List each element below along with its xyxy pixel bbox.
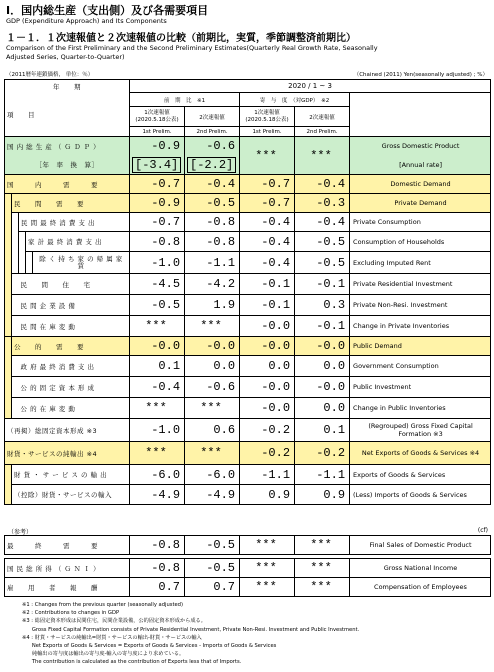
first-prelim-value: -0.4 xyxy=(130,377,185,398)
page-title-en: GDP (Expenditure Approach) and Its Components xyxy=(6,17,167,25)
contrib-first-value: -0.7 xyxy=(240,194,295,213)
row-label-en: (Less) Imports of Goods & Services xyxy=(350,485,491,505)
row-label-en: Gross Domestic Product xyxy=(350,137,491,156)
row-label: 国 民 総 所 得 （ Ｇ Ｎ Ｉ ） xyxy=(5,559,130,578)
row-label-en: Excluding Imputed Rent xyxy=(350,252,491,274)
second-prelim-value: -4.2 xyxy=(185,274,240,295)
contrib-second-value: -0.3 xyxy=(295,194,350,213)
table-row xyxy=(5,274,491,295)
contrib-first-value: -0.4 xyxy=(240,252,295,274)
row-label: 最 終 需 要 xyxy=(5,536,130,555)
row-label-en: Final Sales of Domestic Product xyxy=(350,536,491,555)
row-label: 民 間 在 庫 変 動 xyxy=(19,316,130,337)
table-row xyxy=(5,356,491,377)
contrib-first-value: -0.1 xyxy=(240,295,295,316)
second-prelim-value: -0.5 xyxy=(185,559,240,578)
contrib-first-value: -0.0 xyxy=(240,337,295,356)
indent-cell xyxy=(19,232,26,252)
table-row xyxy=(5,337,491,356)
indent-cell xyxy=(5,398,12,419)
table-row xyxy=(5,442,491,465)
contrib-first-value: *** xyxy=(240,578,295,597)
indent-cell xyxy=(12,377,19,398)
header-second-en: 2nd Prelim. xyxy=(185,127,240,137)
row-label-en: Domestic Demand xyxy=(350,175,491,194)
footnote: ※4 : 財貨・サービスの純輸出=財貨・サービスの輸出-財貨・サービスの輸入 xyxy=(22,634,202,641)
section-title: １－１．１次速報値と２次速報値の比較（前期比，実質，季節調整済前期比） xyxy=(6,33,356,44)
indent-cell xyxy=(12,356,19,377)
contrib-second-value: *** xyxy=(295,137,350,175)
indent-cell xyxy=(5,337,12,356)
second-prelim-value: -0.8 xyxy=(185,213,240,232)
row-label-en: Private Consumption xyxy=(350,213,491,232)
second-prelim-value: -6.0 xyxy=(185,465,240,485)
header-first-jp: 1次速報値 (2020.5.18公表) xyxy=(130,107,185,127)
first-prelim-value: -0.5 xyxy=(130,295,185,316)
indent-cell xyxy=(5,485,12,505)
row-label-en: Net Exports of Goods & Services ※4 xyxy=(350,442,491,465)
row-label: 民 間 最 終 消 費 支 出 xyxy=(19,213,130,232)
row-label: 民 間 需 要 xyxy=(12,194,130,213)
table-row xyxy=(5,213,491,232)
header-first-jp-2: 1次速報値 (2020.5.18公表) xyxy=(240,107,295,127)
contrib-second-value: *** xyxy=(295,559,350,578)
indent-cell xyxy=(5,377,12,398)
first-prelim-value: -0.8 xyxy=(130,536,185,555)
contrib-first-value: -0.4 xyxy=(240,213,295,232)
contrib-first-value: -0.4 xyxy=(240,232,295,252)
header-second-en-2: 2nd Prelim. xyxy=(295,127,350,137)
contrib-second-value: -0.5 xyxy=(295,232,350,252)
footnote: The contribution is calculated as the contribution of Exports less that of Imports. xyxy=(22,659,242,666)
header-second-jp-2: 2次速報値 xyxy=(295,107,350,127)
table-row xyxy=(5,232,491,252)
row-label: 財貨・サービスの純輸出 ※4 xyxy=(5,442,130,465)
row-label: 雇 用 者 報 酬 xyxy=(5,578,130,597)
contrib-first-value: -1.1 xyxy=(240,465,295,485)
section-title-en-line1: Comparison of the First Preliminary and the Second Preliminary Estimates(Quarterly Real Growth Rate, Seasonally xyxy=(6,44,378,52)
row-label-en: Consumption of Households xyxy=(350,232,491,252)
row-label: 家 計 最 終 消 費 支 出 xyxy=(26,232,130,252)
row-label-en: [Annual rate] xyxy=(350,156,491,175)
row-label-en: Exports of Goods & Services xyxy=(350,465,491,485)
contrib-second-value: *** xyxy=(295,578,350,597)
indent-cell xyxy=(26,252,33,274)
reference-label-en: (cf) xyxy=(477,527,488,534)
contrib-first-value: *** xyxy=(240,536,295,555)
second-prelim-value: -0.6 xyxy=(185,377,240,398)
contrib-second-value: -0.4 xyxy=(295,213,350,232)
contrib-first-value: -0.0 xyxy=(240,398,295,419)
indent-cell xyxy=(12,295,19,316)
table-row xyxy=(5,194,491,213)
header-first-en-2: 1st Prelim. xyxy=(240,127,295,137)
first-prelim-value: -0.9 xyxy=(130,194,185,213)
second-prelim-value: 0.0 xyxy=(185,356,240,377)
contrib-second-value: -0.0 xyxy=(295,337,350,356)
contrib-first-value: -0.7 xyxy=(240,175,295,194)
second-prelim-value: *** xyxy=(185,398,240,419)
first-prelim-value: *** xyxy=(130,398,185,419)
row-label: 財 貨 ・ サ ー ビ ス の 輸 出 xyxy=(12,465,130,485)
indent-cell xyxy=(12,232,19,252)
header-period-label: 年 期 xyxy=(5,80,130,93)
table-row xyxy=(5,419,491,442)
contrib-second-value: -1.1 xyxy=(295,465,350,485)
second-prelim-value: -0.5 xyxy=(185,194,240,213)
unit-right: （Chained (2011) Yen(seasonally adjusted) ; %） xyxy=(353,72,488,78)
contrib-first-value: -0.0 xyxy=(240,316,295,337)
header-first-en: 1st Prelim. xyxy=(130,127,185,137)
contrib-second-value: 0.9 xyxy=(295,485,350,505)
footnote: Net Exports of Goods & Services = Exports of Goods & Services - Imports of Goods & Services xyxy=(22,643,277,650)
footnote: ※1 : Changes from the previous quarter (seasonally adjusted) xyxy=(22,602,184,608)
row-label-en: Government Consumption xyxy=(350,356,491,377)
header-qoq: 前 期 比 ※1 xyxy=(130,93,240,107)
row-label: （再掲）総固定資本形成 ※3 xyxy=(5,419,130,442)
first-prelim-value: -4.9 xyxy=(130,485,185,505)
row-label-en: Gross National Income xyxy=(350,559,491,578)
unit-left: （2011暦年連鎖価格， 単位：％） xyxy=(6,72,94,78)
indent-cell xyxy=(5,232,12,252)
footnote: ※3 : 総固定資本形成は民間住宅，民間企業設備，公的固定資本形成から成る。 xyxy=(22,618,206,625)
row-label-en: (Regrouped) Gross Fixed Capital Formation ※3 xyxy=(350,419,491,442)
contrib-first-value: -0.2 xyxy=(240,419,295,442)
contrib-second-value: -0.2 xyxy=(295,442,350,465)
contrib-second-value: -0.5 xyxy=(295,252,350,274)
row-label: 公 的 需 要 xyxy=(12,337,130,356)
first-prelim-value: -0.7 xyxy=(130,213,185,232)
indent-cell xyxy=(19,252,26,274)
annual-rate-first: [-3.4] xyxy=(132,157,181,173)
indent-cell xyxy=(12,398,19,419)
contrib-second-value: -0.0 xyxy=(295,377,350,398)
table-row xyxy=(5,377,491,398)
indent-cell xyxy=(12,213,19,232)
first-prelim-value: -0.8 xyxy=(130,232,185,252)
table-row xyxy=(5,137,491,156)
contrib-first-value: -0.1 xyxy=(240,274,295,295)
row-label: （控除）財貨・サービスの輸入 xyxy=(12,485,130,505)
row-label-en: Compensation of Employees xyxy=(350,578,491,597)
first-prelim-value: 0.7 xyxy=(130,578,185,597)
header-contrib: 寄 与 度 （対GDP） ※2 xyxy=(240,93,350,107)
table-row xyxy=(5,398,491,419)
row-label: 国 内 総 生 産 （ Ｇ Ｄ Ｐ ） xyxy=(5,137,130,156)
contrib-second-value: -0.4 xyxy=(295,175,350,194)
second-prelim-value: 0.7 xyxy=(185,578,240,597)
footnote: Gross Fixed Capital Formation consists of Private Residential Investment, Private Non-Resi. Investment and Public Investment. xyxy=(22,626,360,633)
row-label-en: Private Non-Resi. Investment xyxy=(350,295,491,316)
table-row xyxy=(5,252,491,274)
first-prelim-value: *** xyxy=(130,442,185,465)
second-prelim-value: 1.9 xyxy=(185,295,240,316)
indent-cell xyxy=(5,356,12,377)
header-period: 2020 / 1 ~ 3 xyxy=(130,80,491,93)
indent-cell xyxy=(5,465,12,485)
contrib-second-value: 0.0 xyxy=(295,356,350,377)
row-label: 政 府 最 終 消 費 支 出 xyxy=(19,356,130,377)
first-prelim-value: -4.5 xyxy=(130,274,185,295)
first-prelim-value: -0.8 xyxy=(130,559,185,578)
table-row xyxy=(5,316,491,337)
first-prelim-value: -6.0 xyxy=(130,465,185,485)
indent-cell xyxy=(5,316,12,337)
first-prelim-value: -0.9 xyxy=(130,137,185,156)
contrib-first-value: -0.0 xyxy=(240,377,295,398)
row-label: 民 間 企 業 設 備 xyxy=(19,295,130,316)
header-second-jp: 2次速報値 xyxy=(185,107,240,127)
row-label: 民 間 住 宅 xyxy=(19,274,130,295)
row-label-en: Private Demand xyxy=(350,194,491,213)
indent-cell xyxy=(5,295,12,316)
footnote: 純輸出の寄与度は輸出の寄与度-輸入の寄与度により求めている。 xyxy=(22,651,185,658)
indent-cell xyxy=(5,194,12,213)
second-prelim-value: -0.0 xyxy=(185,337,240,356)
comparison-table xyxy=(4,79,491,505)
row-label: 公 的 固 定 資 本 形 成 xyxy=(19,377,130,398)
contrib-second-value: 0.0 xyxy=(295,398,350,419)
first-prelim-value: -1.0 xyxy=(130,252,185,274)
section-title-en-line2: Adjusted Series, Quarter-to-Quarter) xyxy=(6,53,125,61)
table-row xyxy=(5,175,491,194)
table-row xyxy=(5,578,491,597)
contrib-second-value: 0.1 xyxy=(295,419,350,442)
section-title-en xyxy=(6,44,378,62)
indent-cell xyxy=(5,274,12,295)
row-label: 除 く 持 ち 家 の 帰 属 家 賃 xyxy=(33,252,130,274)
reference-table-final-sales xyxy=(4,535,491,555)
indent-cell xyxy=(5,213,12,232)
first-prelim-value: 0.1 xyxy=(130,356,185,377)
second-prelim-value: -4.9 xyxy=(185,485,240,505)
row-label-en: Private Residential Investment xyxy=(350,274,491,295)
second-prelim-value: -0.4 xyxy=(185,175,240,194)
row-label-en: Change in Private Inventories xyxy=(350,316,491,337)
first-prelim-value: -0.0 xyxy=(130,337,185,356)
second-prelim-value: -0.8 xyxy=(185,232,240,252)
row-label-en: Change in Public Inventories xyxy=(350,398,491,419)
row-label-en: Public Investment xyxy=(350,377,491,398)
second-prelim-value: -0.5 xyxy=(185,536,240,555)
row-label: 公 的 在 庫 変 動 xyxy=(19,398,130,419)
annual-rate-second: [-2.2] xyxy=(187,157,236,173)
row-label-en: Public Demand xyxy=(350,337,491,356)
indent-cell xyxy=(5,252,12,274)
second-prelim-value: 0.6 xyxy=(185,419,240,442)
page-title: Ⅰ．国内総生産（支出側）及び各需要項目 xyxy=(6,4,209,17)
table-row xyxy=(5,295,491,316)
contrib-second-value: *** xyxy=(295,536,350,555)
footnotes xyxy=(22,601,359,667)
second-prelim-value xyxy=(185,156,240,175)
first-prelim-value: *** xyxy=(130,316,185,337)
indent-cell xyxy=(12,274,19,295)
contrib-first-value: -0.2 xyxy=(240,442,295,465)
table-row xyxy=(5,465,491,485)
indent-cell xyxy=(12,316,19,337)
contrib-second-value: -0.1 xyxy=(295,274,350,295)
first-prelim-value: -1.0 xyxy=(130,419,185,442)
row-label: 国 内 需 要 xyxy=(5,175,130,194)
first-prelim-value: -0.7 xyxy=(130,175,185,194)
contrib-first-value: 0.0 xyxy=(240,356,295,377)
second-prelim-value: *** xyxy=(185,442,240,465)
header-blank xyxy=(350,93,491,137)
contrib-first-value: 0.9 xyxy=(240,485,295,505)
row-label: ［年 率 換 算］ xyxy=(5,156,130,175)
indent-cell xyxy=(12,252,19,274)
contrib-second-value: -0.1 xyxy=(295,316,350,337)
second-prelim-value: -1.1 xyxy=(185,252,240,274)
first-prelim-value xyxy=(130,156,185,175)
second-prelim-value: *** xyxy=(185,316,240,337)
reference-label: （参考） xyxy=(8,529,33,536)
contrib-first-value: *** xyxy=(240,137,295,175)
table-row xyxy=(5,485,491,505)
table-row xyxy=(5,536,491,555)
reference-table-gni xyxy=(4,558,491,597)
table-row xyxy=(5,559,491,578)
contrib-first-value: *** xyxy=(240,559,295,578)
footnote: ※2 : Contributions to changes in GDP xyxy=(22,610,120,617)
header-item-label: 項 目 xyxy=(5,93,130,137)
second-prelim-value: -0.6 xyxy=(185,137,240,156)
contrib-second-value: 0.3 xyxy=(295,295,350,316)
